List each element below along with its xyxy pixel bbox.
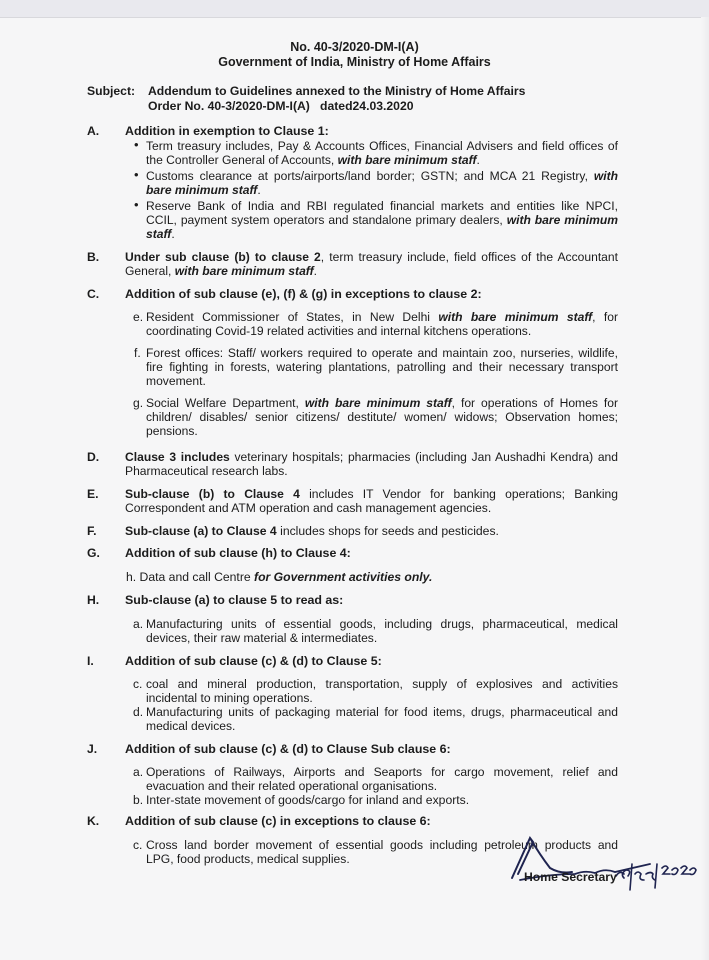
section-heading: Addition of sub clause (c) & (d) to Clause Sub clause 6:: [125, 742, 451, 756]
subject-line-2: Order No. 40-3/2020-DM-I(A) dated24.03.2020: [148, 99, 414, 113]
list-item: Manufacturing units of essential goods, including drugs, pharmaceutical, medical devices, their raw material & intermediates.: [146, 617, 618, 645]
list-item: Inter-state movement of goods/cargo for inland and exports.: [146, 793, 470, 807]
section-heading: Addition of sub clause (c) & (d) to Clause 5:: [125, 654, 382, 668]
section-label: A.: [87, 124, 100, 138]
section-heading: Addition in exemption to Clause 1:: [125, 124, 329, 138]
list-item: coal and mineral production, transportation, supply of explosives and activities incidental to mining operations.: [146, 677, 618, 705]
list-item: Social Welfare Department, with bare minimum staff, for operations of Homes for children/ disables/ senior citizens/ destitute/ women/ widows; Observation homes; pensions.: [146, 396, 618, 438]
section-label: I.: [87, 654, 94, 668]
section-label: K.: [87, 814, 100, 828]
list-item: Customs clearance at ports/airports/land border; GSTN; and MCA 21 Registry, with bare minimum staff.: [146, 169, 618, 197]
section-heading: Addition of sub clause (c) in exceptions to clause 6:: [125, 814, 431, 828]
doc-number: No. 40-3/2020-DM-I(A): [290, 40, 419, 54]
list-item: Operations of Railways, Airports and Seaports for cargo movement, relief and evacuation and their related operational organisations.: [146, 765, 618, 793]
section-label: H.: [87, 593, 100, 607]
item-marker: f.: [134, 346, 141, 360]
item-marker: d.: [133, 705, 144, 719]
item-marker: g.: [133, 396, 144, 410]
section-label: E.: [87, 487, 99, 501]
section-body: Sub-clause (a) to Clause 4 includes shops for seeds and pesticides.: [125, 524, 499, 538]
page-edge-shadow: [701, 17, 709, 960]
item-marker: b.: [133, 793, 144, 807]
section-label: B.: [87, 250, 100, 264]
list-item: Reserve Bank of India and RBI regulated financial markets and entities like NPCI, CCIL, payment system operators and standalone primary dealers, with bare minimum staff.: [146, 199, 619, 241]
issuer-title: Government of India, Ministry of Home Affairs: [218, 55, 491, 69]
subject-label: Subject:: [87, 84, 136, 98]
section-label: G.: [87, 546, 100, 560]
bullet-icon: •: [134, 167, 139, 182]
top-shadow-bar: [0, 0, 709, 18]
bullet-icon: •: [134, 197, 139, 212]
item-marker: c.: [133, 677, 143, 691]
list-item: Manufacturing units of packaging material for food items, drugs, pharmaceutical and medical devices.: [146, 705, 618, 733]
list-item: Forest offices: Staff/ workers required to operate and maintain zoo, nurseries, wildlife, fire fighting in forests, watering plantations, patrolling and their necessary transport movement.: [146, 346, 618, 388]
section-heading: Addition of sub clause (e), (f) & (g) in exceptions to clause 2:: [125, 287, 482, 301]
list-item: h. Data and call Centre for Government activities only.: [126, 570, 433, 584]
item-marker: c.: [133, 838, 143, 852]
item-marker: a.: [133, 617, 144, 631]
section-body: Clause 3 includes veterinary hospitals; pharmacies (including Jan Aushadhi Kendra) and Pharmaceutical research labs.: [125, 450, 619, 478]
section-label: C.: [87, 287, 100, 301]
section-body: Sub-clause (b) to Clause 4 includes IT Vendor for banking operations; Banking Correspondent and ATM operation and cash management agencies.: [125, 487, 618, 515]
list-item: Term treasury includes, Pay & Accounts Offices, Financial Advisers and field offices of the Controller General of Accounts, with bare minimum staff.: [146, 139, 618, 167]
section-heading: Sub-clause (a) to clause 5 to read as:: [125, 593, 344, 607]
section-label: J.: [87, 742, 98, 756]
section-label: D.: [87, 450, 100, 464]
list-item: Cross land border movement of essential goods including petroleum products and LPG, food products, medical supplies.: [146, 838, 618, 866]
subject-line-1: Addendum to Guidelines annexed to the Ministry of Home Affairs: [148, 84, 526, 98]
signature-icon: [500, 830, 700, 900]
bullet-icon: •: [134, 137, 139, 152]
section-body: Under sub clause (b) to clause 2, term treasury include, field offices of the Accountant General, with bare minimum staff.: [125, 250, 618, 278]
item-marker: a.: [133, 765, 144, 779]
section-heading: Addition of sub clause (h) to Clause 4:: [125, 546, 351, 560]
section-label: F.: [87, 524, 97, 538]
item-marker: e.: [133, 310, 144, 324]
list-item: Resident Commissioner of States, in New Delhi with bare minimum staff, for coordinating Covid-19 related activities and internal kitchens operations.: [146, 310, 618, 338]
signatory-title: Home Secretary: [524, 870, 617, 884]
